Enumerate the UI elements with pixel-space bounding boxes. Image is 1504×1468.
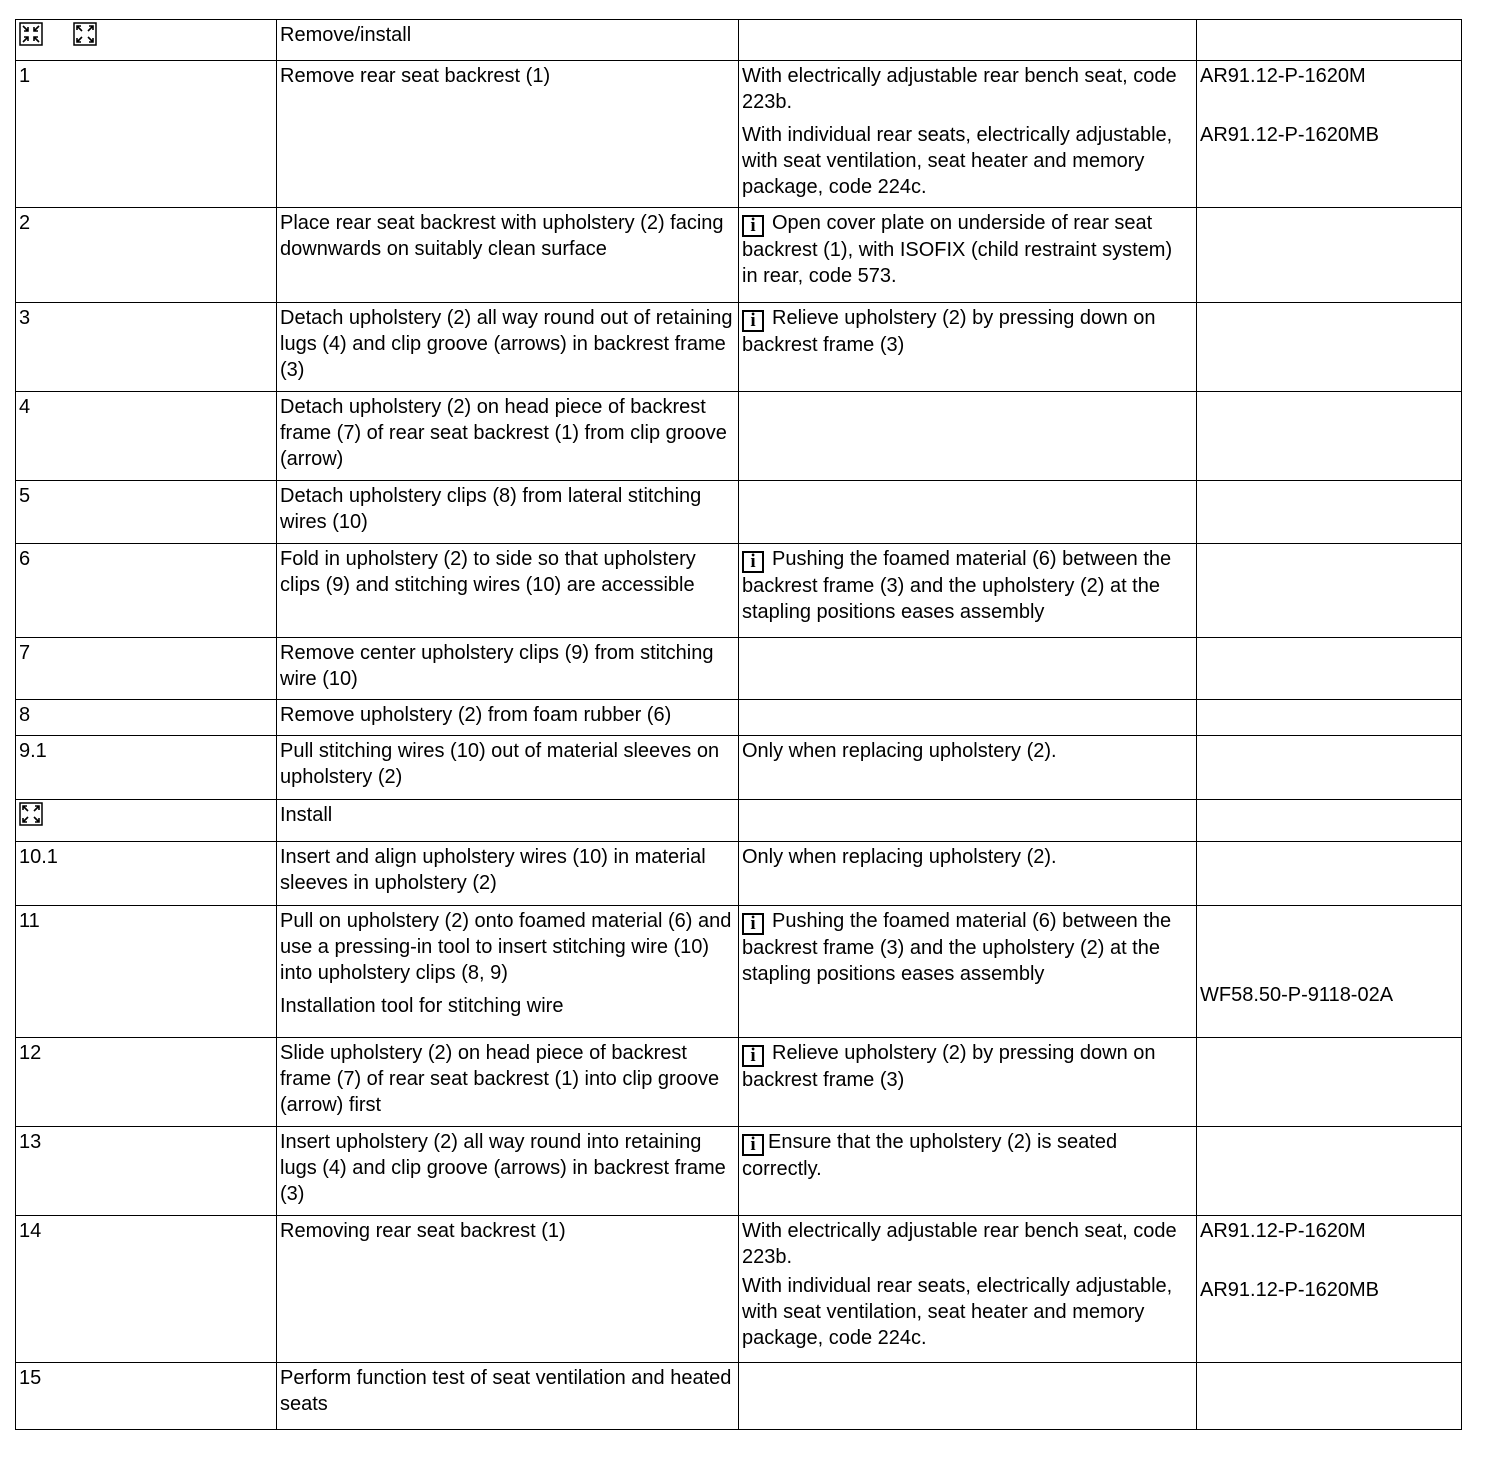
step-action: Perform function test of seat ventilation and heated seats [277, 1363, 739, 1430]
condition-note: With individual rear seats, electrically adjustable, with seat ventilation, seat heater and memory package, code 224c. [742, 1275, 1173, 1349]
info-note: Pushing the foamed material (6) between the backrest frame (3) and the upholstery (2) at the stapling positions eases assembly [742, 548, 1172, 623]
step-action: Fold in upholstery (2) to side so that upholstery clips (9) and stitching wires (10) are accessible [277, 544, 739, 638]
step-action: Detach upholstery (2) on head piece of backrest frame (7) of rear seat backrest (1) from clip groove (arrow) [277, 392, 739, 481]
info-note: Relieve upholstery (2) by pressing down on backrest frame (3) [742, 1042, 1156, 1091]
step-number: 6 [16, 544, 277, 638]
condition-note: With electrically adjustable rear bench seat, code 223b. [742, 65, 1177, 113]
section-symbol [16, 800, 277, 842]
step-number: 4 [16, 392, 277, 481]
step-number: 9.1 [16, 736, 277, 800]
step-action: Insert and align upholstery wires (10) in material sleeves in upholstery (2) [277, 842, 739, 906]
step-number: 5 [16, 481, 277, 544]
step-action: Slide upholstery (2) on head piece of backrest frame (7) of rear seat backrest (1) into clip groove (arrow) first [277, 1038, 739, 1127]
table-row [16, 20, 1462, 61]
document-reference: AR91.12-P-1620M [1200, 65, 1366, 87]
table-row [16, 208, 1462, 303]
step-number: 11 [16, 906, 277, 1038]
table-row [16, 481, 1462, 544]
table-row [16, 1363, 1462, 1430]
step-number: 7 [16, 638, 277, 700]
condition-note: Only when replacing upholstery (2). [739, 736, 1197, 800]
step-action [277, 906, 739, 1038]
table-row [16, 544, 1462, 638]
step-number: 10.1 [16, 842, 277, 906]
step-action: Remove center upholstery clips (9) from stitching wire (10) [277, 638, 739, 700]
tool-name: Installation tool for stitching wire [280, 995, 564, 1017]
step-notes [739, 1038, 1197, 1127]
tool-reference: WF58.50-P-9118-02A [1200, 984, 1394, 1006]
table-row [16, 842, 1462, 906]
step-refs [1197, 906, 1462, 1038]
step-notes [739, 906, 1197, 1038]
info-icon: i [742, 1045, 764, 1067]
table-row [16, 303, 1462, 392]
info-icon: i [742, 913, 764, 935]
info-note: Ensure that the upholstery (2) is seated correctly. [742, 1131, 1118, 1180]
step-action: Detach upholstery clips (8) from lateral stitching wires (10) [277, 481, 739, 544]
step-notes [739, 61, 1197, 208]
info-icon: i [742, 310, 764, 332]
step-notes [739, 303, 1197, 392]
table-row [16, 800, 1462, 842]
info-icon: i [742, 1134, 764, 1156]
table-row [16, 61, 1462, 208]
step-refs [1197, 61, 1462, 208]
step-notes [739, 1127, 1197, 1216]
step-action: Remove upholstery (2) from foam rubber (6) [277, 700, 739, 736]
step-number: 2 [16, 208, 277, 303]
header-title: Remove/install [277, 20, 739, 61]
table-row [16, 1038, 1462, 1127]
section-title: Install [277, 800, 739, 842]
step-action-text: Pull on upholstery (2) onto foamed material (6) and use a pressing-in tool to insert stitching wire (10) into upholstery clips (8, 9) [280, 910, 732, 984]
table-row [16, 392, 1462, 481]
table-row [16, 638, 1462, 700]
table-row [16, 1216, 1462, 1363]
step-notes [739, 208, 1197, 303]
info-note: Pushing the foamed material (6) between the backrest frame (3) and the upholstery (2) at the stapling positions eases assembly [742, 910, 1172, 985]
step-refs [1197, 1216, 1462, 1363]
install-symbol-icon [19, 802, 43, 826]
condition-note: With individual rear seats, electrically adjustable, with seat ventilation, seat heater and memory package, code 224c. [742, 124, 1173, 198]
condition-note: With electrically adjustable rear bench seat, code 223b. [742, 1220, 1177, 1268]
step-action: Insert upholstery (2) all way round into retaining lugs (4) and clip groove (arrows) in backrest frame (3) [277, 1127, 739, 1216]
condition-note: Only when replacing upholstery (2). [739, 842, 1197, 906]
step-action: Pull stitching wires (10) out of material sleeves on upholstery (2) [277, 736, 739, 800]
step-notes [739, 1216, 1197, 1363]
step-number: 1 [16, 61, 277, 208]
header-symbols [16, 20, 277, 61]
document-reference: AR91.12-P-1620MB [1200, 124, 1379, 146]
document-reference: AR91.12-P-1620MB [1200, 1279, 1379, 1301]
step-number: 13 [16, 1127, 277, 1216]
info-icon: i [742, 215, 764, 237]
table-row [16, 736, 1462, 800]
table-row [16, 1127, 1462, 1216]
info-note: Open cover plate on underside of rear seat backrest (1), with ISOFIX (child restraint system) in rear, code 573. [742, 212, 1173, 287]
install-symbol-icon [73, 22, 97, 46]
document-reference: AR91.12-P-1620M [1200, 1220, 1366, 1242]
step-action: Detach upholstery (2) all way round out of retaining lugs (4) and clip groove (arrows) in backrest frame (3) [277, 303, 739, 392]
step-action: Place rear seat backrest with upholstery (2) facing downwards on suitably clean surface [277, 208, 739, 303]
procedure-table [15, 19, 1462, 1430]
table-row [16, 700, 1462, 736]
info-icon: i [742, 551, 764, 573]
step-number: 12 [16, 1038, 277, 1127]
step-action: Removing rear seat backrest (1) [277, 1216, 739, 1363]
step-number: 8 [16, 700, 277, 736]
step-number: 14 [16, 1216, 277, 1363]
step-number: 15 [16, 1363, 277, 1430]
info-note: Relieve upholstery (2) by pressing down on backrest frame (3) [742, 307, 1156, 356]
table-row [16, 906, 1462, 1038]
step-number: 3 [16, 303, 277, 392]
step-action: Remove rear seat backrest (1) [277, 61, 739, 208]
remove-symbol-icon [19, 22, 43, 46]
step-notes [739, 544, 1197, 638]
